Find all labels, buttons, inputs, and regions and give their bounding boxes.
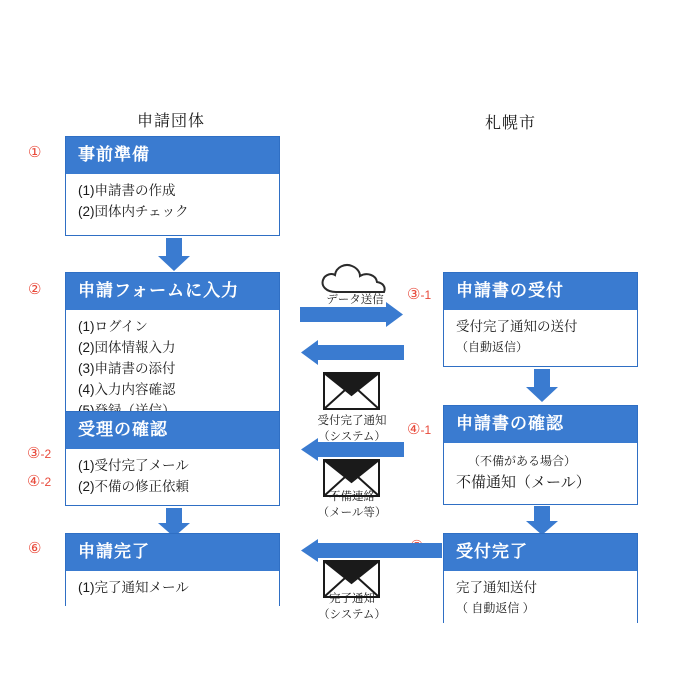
box-acceptance-check-body [66, 449, 279, 505]
step-number-3-2-num: ③ [27, 445, 41, 462]
box-acceptance-check [65, 411, 280, 506]
step-number-2: ② [28, 281, 42, 298]
step-number-1: ① [28, 144, 42, 161]
box-confirmation-body [444, 443, 637, 501]
arrow-confirmation-to-reception-complete [525, 506, 559, 536]
box-form-input-line-3: (3)申請書の添付 [78, 360, 176, 376]
label-defect-contact-line-1: 不備連絡 [329, 491, 375, 503]
box-application-complete [65, 533, 280, 606]
arrow-reception-to-confirmation [525, 369, 559, 403]
box-reception-complete-line-2: （ 自動返信 ） [456, 600, 535, 615]
box-form-input-title: 申請フォームに入力 [66, 273, 279, 310]
label-completion-notice-line-2: （システム） [318, 608, 386, 621]
box-prep-body [66, 174, 279, 230]
box-form-input [65, 272, 280, 411]
step-number-4-1-num: ④ [407, 421, 421, 438]
step-number-4-1-sub: -1 [420, 423, 432, 437]
box-prep-title: 事前準備 [66, 137, 279, 174]
step-number-3-1-sub: -1 [420, 288, 432, 302]
box-reception-complete [443, 533, 638, 623]
box-application-complete-body [66, 571, 279, 606]
label-receipt-notice-line-2: （システム） [318, 430, 386, 443]
column-title-city: 札幌市 [485, 115, 537, 132]
box-reception [443, 272, 638, 367]
step-number-4-1 [407, 420, 431, 438]
box-confirmation-line-1: （不備がある場合） [468, 454, 577, 468]
arrow-receipt-notice [300, 340, 404, 366]
label-defect-contact-line-2: （メール等） [317, 506, 387, 519]
step-number-3-1-num: ③ [407, 286, 421, 303]
box-prep-line-1: (1)申請書の作成 [78, 183, 176, 198]
box-prep-line-2: (2)団体内チェック [78, 203, 189, 219]
box-prep [65, 136, 280, 236]
step-number-3-1 [407, 285, 431, 303]
label-data-send: データ送信 [326, 294, 384, 306]
label-completion-notice-line-1: 完了通知 [329, 593, 375, 605]
box-reception-line-2: （自動返信） [456, 339, 529, 354]
box-acceptance-check-line-1: (1)受付完了メール [78, 458, 189, 473]
box-confirmation-title: 申請書の確認 [444, 406, 637, 443]
box-form-input-line-1: (1)ログイン [78, 319, 148, 334]
step-number-6: ⑥ [28, 540, 42, 557]
box-reception-complete-line-1: 完了通知送付 [456, 580, 537, 595]
box-confirmation-line-2: 不備通知（メール） [456, 473, 591, 491]
label-completion-notice [311, 592, 393, 623]
label-receipt-notice-line-1: 受付完了通知 [317, 415, 387, 427]
box-confirmation [443, 405, 638, 505]
cloud-icon [318, 262, 392, 294]
box-acceptance-check-title: 受理の確認 [66, 412, 279, 449]
step-number-3-2 [27, 444, 51, 462]
column-title-applicant: 申請団体 [137, 113, 206, 130]
box-reception-complete-title: 受付完了 [444, 534, 637, 571]
box-acceptance-check-line-2: (2)不備の修正依頼 [78, 478, 189, 494]
box-form-input-line-2: (2)団体情報入力 [78, 339, 176, 355]
step-number-4-2 [27, 472, 51, 490]
step-number-4-2-sub: -2 [40, 475, 52, 489]
box-reception-title: 申請書の受付 [444, 273, 637, 310]
box-reception-complete-body [444, 571, 637, 625]
label-defect-contact [311, 490, 393, 521]
box-form-input-line-4: (4)入力内容確認 [78, 381, 176, 397]
step-number-4-2-num: ④ [27, 473, 41, 490]
box-reception-body [444, 310, 637, 364]
box-reception-line-1: 受付完了通知の送付 [456, 319, 578, 334]
step-number-3-2-sub: -2 [40, 447, 52, 461]
arrow-prep-to-form [157, 238, 191, 272]
box-application-complete-line-1: (1)完了通知メール [78, 580, 189, 595]
box-application-complete-title: 申請完了 [66, 534, 279, 571]
arrow-data-send [300, 302, 404, 328]
mail-icon-receipt [323, 372, 380, 410]
